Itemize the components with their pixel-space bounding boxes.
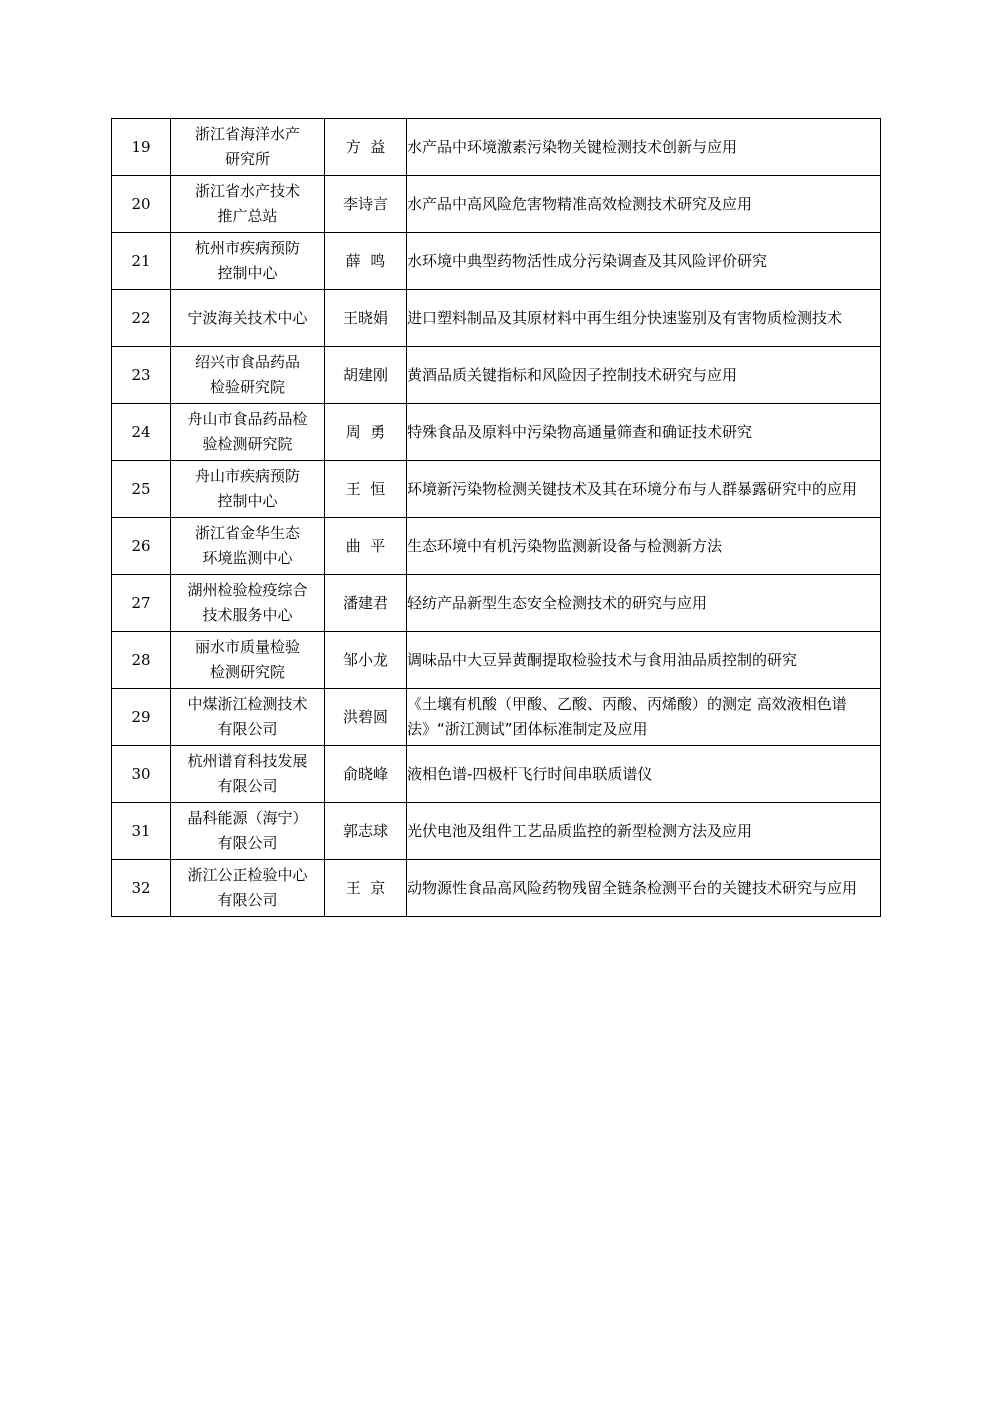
unit-cell xyxy=(171,575,325,632)
unit-cell xyxy=(171,233,325,290)
project-title: 液相色谱-四极杆飞行时间串联质谱仪 xyxy=(407,746,881,803)
unit-cell xyxy=(171,347,325,404)
table-row xyxy=(112,233,881,290)
project-title: 轻纺产品新型生态安全检测技术的研究与应用 xyxy=(407,575,881,632)
table-row xyxy=(112,689,881,746)
unit-name-line: 控制中心 xyxy=(217,492,278,510)
table-row xyxy=(112,575,881,632)
table-row xyxy=(112,461,881,518)
unit-name-line: 检验研究院 xyxy=(209,378,285,396)
project-title: 水环境中典型药物活性成分污染调查及其风险评价研究 xyxy=(407,233,881,290)
table-row xyxy=(112,176,881,233)
row-number: 32 xyxy=(112,860,171,917)
unit-cell xyxy=(171,290,325,347)
project-title: 《土壤有机酸（甲酸、乙酸、丙酸、丙烯酸）的测定 高效液相色谱法》“浙江测试”团体标准制定及应用 xyxy=(407,689,881,746)
unit-name-line: 丽水市质量检验 xyxy=(194,638,300,656)
unit-cell xyxy=(171,404,325,461)
unit-name-line: 检测研究院 xyxy=(209,663,285,681)
person-name: 王晓娟 xyxy=(325,290,407,347)
project-title: 黄酒品质关键指标和风险因子控制技术研究与应用 xyxy=(407,347,881,404)
person-name: 郭志球 xyxy=(325,803,407,860)
unit-name-line: 浙江省水产技术 xyxy=(194,182,300,200)
unit-name-line: 湖州检验检疫综合 xyxy=(187,581,308,599)
row-number: 26 xyxy=(112,518,171,575)
person-name: 李诗言 xyxy=(325,176,407,233)
table-row xyxy=(112,119,881,176)
row-number: 24 xyxy=(112,404,171,461)
row-number: 23 xyxy=(112,347,171,404)
project-title: 进口塑料制品及其原材料中再生组分快速鉴别及有害物质检测技术 xyxy=(407,290,881,347)
unit-name-line: 舟山市疾病预防 xyxy=(194,467,300,485)
unit-name-line: 研究所 xyxy=(224,150,270,168)
project-title: 水产品中环境激素污染物关键检测技术创新与应用 xyxy=(407,119,881,176)
person-name: 邹小龙 xyxy=(325,632,407,689)
table-row xyxy=(112,518,881,575)
row-number: 30 xyxy=(112,746,171,803)
row-number: 20 xyxy=(112,176,171,233)
unit-name-line: 技术服务中心 xyxy=(202,606,293,624)
unit-cell xyxy=(171,803,325,860)
row-number: 27 xyxy=(112,575,171,632)
person-name: 王 京 xyxy=(325,860,407,917)
unit-name-line: 浙江公正检验中心 xyxy=(187,866,308,884)
table-row xyxy=(112,632,881,689)
row-number: 25 xyxy=(112,461,171,518)
project-title: 光伏电池及组件工艺品质监控的新型检测方法及应用 xyxy=(407,803,881,860)
person-name: 周 勇 xyxy=(325,404,407,461)
unit-name-line: 有限公司 xyxy=(217,720,278,738)
unit-cell xyxy=(171,689,325,746)
unit-name-line: 晶科能源（海宁） xyxy=(187,809,308,827)
person-name: 洪碧圆 xyxy=(325,689,407,746)
table-body xyxy=(112,119,881,917)
unit-cell xyxy=(171,860,325,917)
person-name: 薛 鸣 xyxy=(325,233,407,290)
unit-name-line: 绍兴市食品药品 xyxy=(194,353,300,371)
table-row xyxy=(112,404,881,461)
project-title: 水产品中高风险危害物精准高效检测技术研究及应用 xyxy=(407,176,881,233)
unit-name-line: 宁波海关技术中心 xyxy=(187,308,308,327)
person-name: 胡建刚 xyxy=(325,347,407,404)
unit-cell xyxy=(171,461,325,518)
unit-name-line: 控制中心 xyxy=(217,264,278,282)
unit-name-line: 有限公司 xyxy=(217,891,278,909)
person-name: 潘建君 xyxy=(325,575,407,632)
unit-name-line: 中煤浙江检测技术 xyxy=(187,695,308,713)
table-row xyxy=(112,347,881,404)
table-row xyxy=(112,803,881,860)
unit-cell xyxy=(171,119,325,176)
row-number: 29 xyxy=(112,689,171,746)
unit-cell xyxy=(171,746,325,803)
row-number: 22 xyxy=(112,290,171,347)
unit-cell xyxy=(171,176,325,233)
unit-name-line: 杭州谱育科技发展 xyxy=(187,752,308,770)
row-number: 28 xyxy=(112,632,171,689)
unit-name-line: 有限公司 xyxy=(217,834,278,852)
row-number: 19 xyxy=(112,119,171,176)
unit-name-line: 浙江省金华生态 xyxy=(194,524,300,542)
project-title: 动物源性食品高风险药物残留全链条检测平台的关键技术研究与应用 xyxy=(407,860,881,917)
unit-name-line: 有限公司 xyxy=(217,777,278,795)
unit-name-line: 推广总站 xyxy=(217,207,278,225)
table-row xyxy=(112,746,881,803)
unit-cell xyxy=(171,632,325,689)
unit-name-line: 环境监测中心 xyxy=(202,549,293,567)
unit-name-line: 验检测研究院 xyxy=(202,435,293,453)
person-name: 王 恒 xyxy=(325,461,407,518)
unit-cell xyxy=(171,518,325,575)
project-title: 环境新污染物检测关键技术及其在环境分布与人群暴露研究中的应用 xyxy=(407,461,881,518)
unit-name-line: 杭州市疾病预防 xyxy=(194,239,300,257)
unit-name-line: 舟山市食品药品检 xyxy=(187,410,308,428)
person-name: 俞晓峰 xyxy=(325,746,407,803)
project-title: 特殊食品及原料中污染物高通量筛查和确证技术研究 xyxy=(407,404,881,461)
project-title: 调味品中大豆异黄酮提取检验技术与食用油品质控制的研究 xyxy=(407,632,881,689)
person-name: 曲 平 xyxy=(325,518,407,575)
person-name: 方 益 xyxy=(325,119,407,176)
project-title: 生态环境中有机污染物监测新设备与检测新方法 xyxy=(407,518,881,575)
award-table xyxy=(111,118,881,917)
table-row xyxy=(112,290,881,347)
table-row xyxy=(112,860,881,917)
row-number: 21 xyxy=(112,233,171,290)
unit-name-line: 浙江省海洋水产 xyxy=(194,125,300,143)
row-number: 31 xyxy=(112,803,171,860)
